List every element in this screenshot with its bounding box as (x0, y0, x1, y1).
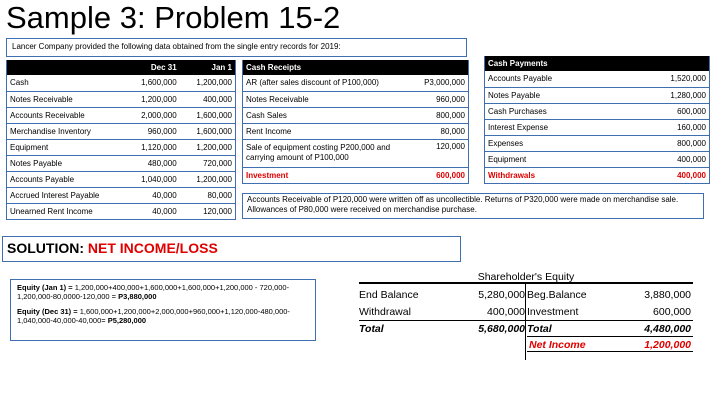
jan1-value: 1,200,000 (180, 75, 236, 91)
jan1-value: 1,200,000 (180, 139, 236, 155)
dec31-value: 1,600,000 (125, 75, 180, 91)
jan1-value: 80,000 (180, 187, 236, 203)
debit-total-value: 5,680,000 (478, 323, 525, 335)
table-row (485, 151, 710, 167)
balance-header-item (7, 60, 125, 75)
row-value: 160,000 (625, 119, 709, 135)
table-row (7, 91, 236, 107)
dec31-value: 1,200,000 (125, 91, 180, 107)
dec31-value: 1,040,000 (125, 171, 180, 187)
equity-jan1-result: P3,880,000 (118, 292, 157, 301)
row-label: Accounts Payable (7, 171, 125, 187)
row-label: Accrued Interest Payable (7, 187, 125, 203)
table-row (7, 75, 236, 91)
t-account-title: Shareholder's Equity (359, 270, 693, 284)
table-row (243, 91, 469, 107)
credit-label: Beg.Balance (527, 289, 587, 301)
equity-jan1-label: Equity (Jan 1) = (17, 283, 75, 292)
table-row (243, 107, 469, 123)
debit-value: 5,280,000 (478, 289, 525, 301)
row-label: Notes Receivable (7, 91, 125, 107)
row-value: 960,000 (413, 91, 469, 107)
row-value: 80,000 (413, 123, 469, 139)
table-row (243, 75, 469, 91)
cash-receipts-table (242, 60, 469, 184)
cash-receipts-header: Cash Receipts (243, 60, 469, 75)
jan1-value: 720,000 (180, 155, 236, 171)
shareholders-equity-t-account (359, 270, 693, 352)
equity-computation (10, 279, 316, 341)
intro-text: Lancer Company provided the following data obtained from the single entry records for 2019: (6, 38, 467, 57)
equity-dec31-result: P5,280,000 (107, 316, 147, 325)
row-value: 400,000 (625, 167, 709, 183)
jan1-value: 1,600,000 (180, 107, 236, 123)
row-label: Equipment (7, 139, 125, 155)
row-label: Cash (7, 75, 125, 91)
table-row (485, 167, 710, 183)
solution-label: SOLUTION: (7, 240, 88, 256)
debit-value: 400,000 (487, 306, 525, 318)
table-row (485, 119, 710, 135)
dec31-value: 40,000 (125, 203, 180, 219)
row-value: 600,000 (625, 103, 709, 119)
net-income-label: Net Income (529, 339, 586, 351)
jan1-value: 120,000 (180, 203, 236, 219)
t-account-total-row (359, 320, 693, 336)
debit-label: End Balance (359, 289, 419, 301)
row-value: 800,000 (413, 107, 469, 123)
table-row (485, 135, 710, 151)
row-label: Notes Payable (7, 155, 125, 171)
row-label: Accounts Payable (485, 71, 626, 87)
row-label: AR (after sales discount of P100,000) (243, 75, 413, 91)
jan1-value: 1,200,000 (180, 171, 236, 187)
credit-value: 600,000 (653, 306, 691, 318)
row-label: Unearned Rent Income (7, 203, 125, 219)
table-row (243, 167, 469, 183)
balance-header-jan1: Jan 1 (180, 60, 236, 75)
row-value: 1,280,000 (625, 87, 709, 103)
row-label: Withdrawals (485, 167, 626, 183)
credit-value: 3,880,000 (644, 289, 691, 301)
cash-payments-header: Cash Payments (485, 56, 710, 71)
row-label: Accounts Receivable (7, 107, 125, 123)
row-label: Notes Receivable (243, 91, 413, 107)
credit-label: Investment (527, 306, 579, 318)
equity-dec31-line (17, 307, 309, 325)
table-row (243, 139, 469, 167)
table-row (7, 203, 236, 219)
dec31-value: 40,000 (125, 187, 180, 203)
net-income-row (527, 336, 693, 352)
dec31-value: 2,000,000 (125, 107, 180, 123)
row-label: Interest Expense (485, 119, 626, 135)
equity-jan1-line (17, 283, 309, 301)
balance-header-dec31: Dec 31 (125, 60, 180, 75)
row-value: 120,000 (413, 139, 469, 167)
table-row (7, 107, 236, 123)
row-label: Notes Payable (485, 87, 626, 103)
row-value: 400,000 (625, 151, 709, 167)
table-row (7, 187, 236, 203)
equity-dec31-label: Equity (Dec 31) = (17, 307, 80, 316)
jan1-value: 1,600,000 (180, 123, 236, 139)
table-row (485, 87, 710, 103)
solution-heading (2, 236, 461, 262)
dec31-value: 960,000 (125, 123, 180, 139)
equity-jan1-formula: 1,200,000+400,000+1,600,000+1,600,000+1,200,000 - 720,000-1,200,000-80,0000-120,000 = (17, 283, 290, 301)
row-label: Merchandise Inventory (7, 123, 125, 139)
table-row (7, 171, 236, 187)
row-value: P3,000,000 (413, 75, 469, 91)
row-value: 800,000 (625, 135, 709, 151)
solution-topic: NET INCOME/LOSS (87, 240, 218, 256)
slide-title: Sample 3: Problem 15-2 (6, 0, 341, 35)
row-label: Expenses (485, 135, 626, 151)
adjustments-note: Accounts Receivable of P120,000 were written off as uncollectible. Returns of P320,000 were made on merchandise sale. Allowances of P80,000 were received on merchandise purchase. (242, 193, 704, 219)
row-label: Investment (243, 167, 413, 183)
credit-total-label: Total (527, 323, 552, 335)
balance-table (6, 60, 236, 220)
table-row (485, 103, 710, 119)
row-value: 1,520,000 (625, 71, 709, 87)
row-label: Rent Income (243, 123, 413, 139)
row-value: 600,000 (413, 167, 469, 183)
t-account-row (359, 287, 693, 303)
table-row (243, 123, 469, 139)
row-label: Equipment (485, 151, 626, 167)
debit-total-label: Total (359, 323, 384, 335)
row-label: Cash Sales (243, 107, 413, 123)
net-income-value: 1,200,000 (644, 339, 691, 351)
row-label: Cash Purchases (485, 103, 626, 119)
t-account-row (359, 304, 693, 320)
cash-payments-table (484, 56, 710, 184)
table-row (7, 123, 236, 139)
credit-total-value: 4,480,000 (644, 323, 691, 335)
dec31-value: 1,120,000 (125, 139, 180, 155)
table-row (7, 139, 236, 155)
debit-label: Withdrawal (359, 306, 411, 318)
jan1-value: 400,000 (180, 91, 236, 107)
table-row (7, 155, 236, 171)
row-label: Sale of equipment costing P200,000 and carrying amount of P100,000 (243, 139, 413, 167)
dec31-value: 480,000 (125, 155, 180, 171)
equity-dec31-formula: 1,600,000+1,200,000+2,000,000+960,000+1,120,000-480,000-1,040,000-40,000-40,000= (17, 307, 290, 325)
table-row (485, 71, 710, 87)
